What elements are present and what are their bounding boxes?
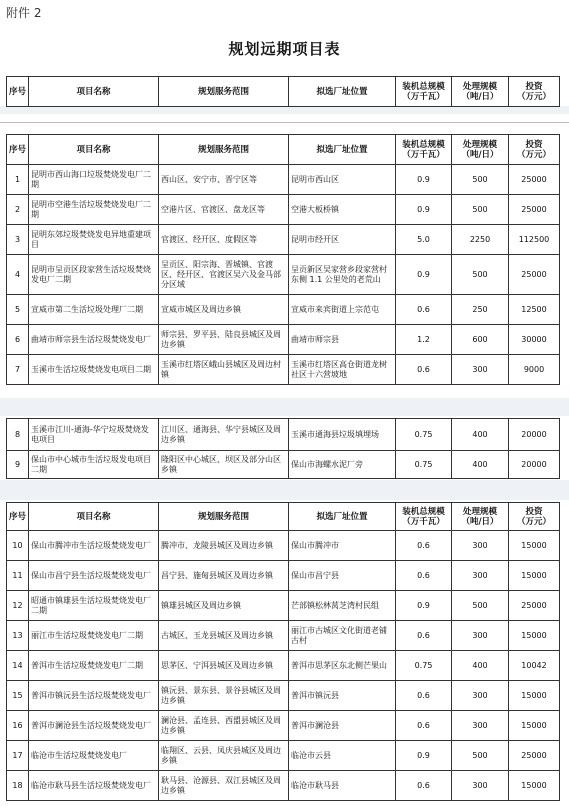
table-row bbox=[7, 651, 560, 681]
cell-capacity: 0.6 bbox=[396, 561, 452, 591]
cell-name: 昆明市呈贡区段家营生活垃圾焚烧发电厂二期 bbox=[29, 255, 159, 295]
cell-site: 空港大板桥镇 bbox=[289, 195, 396, 225]
header-invest: 投资 （万元） bbox=[509, 135, 560, 165]
cell-scope: 澜沧县、孟连县、西盟县城区及周边乡镇 bbox=[159, 711, 289, 741]
table-row bbox=[7, 295, 560, 325]
cell-name: 保山市昌宁县生活垃圾焚烧发电厂 bbox=[29, 561, 159, 591]
cell-scope: 镇沅县、景东县、景谷县城区及周边乡镇 bbox=[159, 681, 289, 711]
cell-capacity: 0.6 bbox=[396, 355, 452, 385]
header-invest: 投资 （万元） bbox=[509, 77, 560, 107]
header-invest: 投资 （万元） bbox=[509, 503, 560, 531]
table-row bbox=[7, 561, 560, 591]
header-name: 项目名称 bbox=[29, 77, 159, 107]
table-section-3 bbox=[0, 502, 569, 801]
cell-site: 玉溪市通海县垃圾填埋场 bbox=[289, 419, 396, 451]
cell-scope: 耿马县、沧源县、双江县城区及周边乡镇 bbox=[159, 771, 289, 801]
cell-scope: 江川区、通海县、华宁县城区及周边乡镇 bbox=[159, 419, 289, 451]
cell-name: 昆明市西山海口垃圾焚烧发电厂二期 bbox=[29, 165, 159, 195]
cell-site: 保山市昌宁县 bbox=[289, 561, 396, 591]
cell-volume: 250 bbox=[452, 295, 509, 325]
header-scope: 规划服务范围 bbox=[159, 135, 289, 165]
cell-no: 10 bbox=[7, 531, 29, 561]
cell-no: 2 bbox=[7, 195, 29, 225]
table-row bbox=[7, 255, 560, 295]
cell-name: 玉溪市生活垃圾焚烧发电项目二期 bbox=[29, 355, 159, 385]
cell-name: 丽江市生活垃圾焚烧发电厂二期 bbox=[29, 621, 159, 651]
cell-invest: 15000 bbox=[509, 531, 560, 561]
cell-volume: 300 bbox=[452, 771, 509, 801]
cell-capacity: 0.6 bbox=[396, 771, 452, 801]
cell-scope: 空港片区、官渡区、盘龙区等 bbox=[159, 195, 289, 225]
cell-no: 14 bbox=[7, 651, 29, 681]
header-capacity: 装机总规模 （万千瓦） bbox=[396, 77, 452, 107]
cell-no: 13 bbox=[7, 621, 29, 651]
cell-scope: 古城区、玉龙县城区及周边乡镇 bbox=[159, 621, 289, 651]
table-row bbox=[7, 531, 560, 561]
cell-volume: 300 bbox=[452, 531, 509, 561]
cell-volume: 300 bbox=[452, 621, 509, 651]
cell-scope: 昌宁县、施甸县城区及周边乡镇 bbox=[159, 561, 289, 591]
header-table-top bbox=[0, 76, 569, 107]
cell-name: 临沧市生活垃圾焚烧发电厂 bbox=[29, 741, 159, 771]
cell-scope: 隆阳区中心城区、坝区及部分山区乡镇 bbox=[159, 451, 289, 479]
cell-capacity: 0.6 bbox=[396, 621, 452, 651]
table-row bbox=[7, 741, 560, 771]
cell-site: 保山市海螺水泥厂旁 bbox=[289, 451, 396, 479]
cell-volume: 300 bbox=[452, 681, 509, 711]
cell-invest: 20000 bbox=[509, 419, 560, 451]
cell-scope: 师宗县、罗平县、陆良县城区及周边乡镇 bbox=[159, 325, 289, 355]
cell-no: 12 bbox=[7, 591, 29, 621]
data-table bbox=[6, 418, 560, 479]
cell-invest: 25000 bbox=[509, 165, 560, 195]
cell-no: 8 bbox=[7, 419, 29, 451]
cell-capacity: 0.9 bbox=[396, 195, 452, 225]
cell-scope: 临翔区、云县、凤庆县城区及周边乡镇 bbox=[159, 741, 289, 771]
cell-capacity: 0.75 bbox=[396, 651, 452, 681]
cell-volume: 500 bbox=[452, 165, 509, 195]
cell-capacity: 0.75 bbox=[396, 419, 452, 451]
cell-capacity: 5.0 bbox=[396, 225, 452, 255]
cell-name: 普洱市镇沅县生活垃圾焚烧发电厂 bbox=[29, 681, 159, 711]
cell-no: 15 bbox=[7, 681, 29, 711]
cell-no: 7 bbox=[7, 355, 29, 385]
cell-site: 普洱市澜沧县 bbox=[289, 711, 396, 741]
header-name: 项目名称 bbox=[29, 135, 159, 165]
cell-site: 临沧市云县 bbox=[289, 741, 396, 771]
header-name: 项目名称 bbox=[29, 503, 159, 531]
cell-volume: 500 bbox=[452, 741, 509, 771]
cell-invest: 25000 bbox=[509, 591, 560, 621]
cell-name: 保山市腾冲市生活垃圾焚烧发电厂 bbox=[29, 531, 159, 561]
cell-invest: 15000 bbox=[509, 621, 560, 651]
cell-volume: 500 bbox=[452, 255, 509, 295]
header-row bbox=[7, 77, 560, 107]
cell-volume: 2250 bbox=[452, 225, 509, 255]
table-row bbox=[7, 419, 560, 451]
cell-capacity: 0.9 bbox=[396, 591, 452, 621]
cell-no: 3 bbox=[7, 225, 29, 255]
header-scope: 规划服务范围 bbox=[159, 503, 289, 531]
cell-name: 普洱市生活垃圾焚烧发电厂二期 bbox=[29, 651, 159, 681]
cell-capacity: 0.9 bbox=[396, 741, 452, 771]
table-section-1 bbox=[0, 134, 569, 385]
cell-site: 保山市腾冲市 bbox=[289, 531, 396, 561]
cell-name: 普洱市澜沧县生活垃圾焚烧发电厂 bbox=[29, 711, 159, 741]
table-row bbox=[7, 621, 560, 651]
cell-no: 1 bbox=[7, 165, 29, 195]
cell-volume: 400 bbox=[452, 451, 509, 479]
header-row bbox=[7, 503, 560, 531]
cell-capacity: 0.6 bbox=[396, 531, 452, 561]
cell-invest: 15000 bbox=[509, 681, 560, 711]
cell-capacity: 0.9 bbox=[396, 165, 452, 195]
cell-capacity: 0.9 bbox=[396, 255, 452, 295]
cell-invest: 112500 bbox=[509, 225, 560, 255]
cell-site: 丽江市古城区文化街道老铺古村 bbox=[289, 621, 396, 651]
table-section-2 bbox=[0, 418, 569, 479]
cell-capacity: 0.6 bbox=[396, 711, 452, 741]
cell-volume: 300 bbox=[452, 711, 509, 741]
cell-volume: 300 bbox=[452, 561, 509, 591]
table-header-only bbox=[6, 76, 560, 107]
cell-site: 昆明市经开区 bbox=[289, 225, 396, 255]
cell-no: 5 bbox=[7, 295, 29, 325]
cell-scope: 镇雄县城区及周边乡镇 bbox=[159, 591, 289, 621]
cell-scope: 玉溪市红塔区峨山县城区及周边村镇 bbox=[159, 355, 289, 385]
cell-invest: 10042 bbox=[509, 651, 560, 681]
cell-site: 芒部镇松林莴芝湾村民组 bbox=[289, 591, 396, 621]
cell-invest: 30000 bbox=[509, 325, 560, 355]
page-title: 规划远期项目表 bbox=[228, 40, 341, 58]
cell-invest: 25000 bbox=[509, 741, 560, 771]
cell-no: 11 bbox=[7, 561, 29, 591]
cell-site: 昆明市西山区 bbox=[289, 165, 396, 195]
header-row bbox=[7, 135, 560, 165]
cell-name: 昆明东郊垃圾焚烧发电异地重建项目 bbox=[29, 225, 159, 255]
data-table bbox=[6, 134, 560, 385]
cell-scope: 宣威市城区及周边乡镇 bbox=[159, 295, 289, 325]
data-table bbox=[6, 502, 560, 801]
table-row bbox=[7, 325, 560, 355]
table-row bbox=[7, 681, 560, 711]
table-row bbox=[7, 771, 560, 801]
cell-volume: 500 bbox=[452, 195, 509, 225]
cell-volume: 300 bbox=[452, 355, 509, 385]
cell-volume: 600 bbox=[452, 325, 509, 355]
header-volume: 处理规模 （吨/日） bbox=[452, 77, 509, 107]
section-gap bbox=[0, 106, 569, 114]
cell-invest: 15000 bbox=[509, 561, 560, 591]
cell-capacity: 0.6 bbox=[396, 295, 452, 325]
section-gap bbox=[0, 398, 569, 416]
cell-volume: 500 bbox=[452, 591, 509, 621]
cell-name: 昆明市空港生活垃圾焚烧发电厂二期 bbox=[29, 195, 159, 225]
header-site: 拟选厂址位置 bbox=[289, 77, 396, 107]
cell-site: 宣威市来宾街道上宗范屯 bbox=[289, 295, 396, 325]
cell-site: 呈贡新区吴家营乡段家营村东侧 1.1 公里处的老荒山 bbox=[289, 255, 396, 295]
header-capacity: 装机总规模 （万千瓦） bbox=[396, 135, 452, 165]
cell-no: 6 bbox=[7, 325, 29, 355]
table-row bbox=[7, 711, 560, 741]
attachment-label: 附件 2 bbox=[6, 6, 42, 20]
cell-invest: 15000 bbox=[509, 771, 560, 801]
cell-no: 16 bbox=[7, 711, 29, 741]
table-row bbox=[7, 591, 560, 621]
header-no: 序号 bbox=[7, 77, 29, 107]
cell-scope: 呈贡区、阳宗海、晋城镇、官渡区、经开区、官渡区吴六及金马部分区域 bbox=[159, 255, 289, 295]
cell-site: 临沧市耿马县 bbox=[289, 771, 396, 801]
table-row bbox=[7, 165, 560, 195]
cell-invest: 25000 bbox=[509, 195, 560, 225]
cell-site: 玉溪市红塔区高仓街道龙树社区十六营坡地 bbox=[289, 355, 396, 385]
cell-name: 宣威市第二生活垃圾处理厂二期 bbox=[29, 295, 159, 325]
cell-capacity: 1.2 bbox=[396, 325, 452, 355]
header-volume: 处理规模 （吨/日） bbox=[452, 503, 509, 531]
cell-site: 普洱市镇沅县 bbox=[289, 681, 396, 711]
cell-scope: 西山区、安宁市、晋宁区等 bbox=[159, 165, 289, 195]
table-row bbox=[7, 195, 560, 225]
cell-site: 曲靖市师宗县 bbox=[289, 325, 396, 355]
header-no: 序号 bbox=[7, 503, 29, 531]
cell-scope: 思茅区、宁洱县城区及周边乡镇 bbox=[159, 651, 289, 681]
header-capacity: 装机总规模 （万千瓦） bbox=[396, 503, 452, 531]
cell-capacity: 0.75 bbox=[396, 451, 452, 479]
cell-invest: 20000 bbox=[509, 451, 560, 479]
section-gap bbox=[0, 480, 569, 500]
cell-site: 普洱市思茅区东北侧芒果山 bbox=[289, 651, 396, 681]
header-no: 序号 bbox=[7, 135, 29, 165]
cell-capacity: 0.6 bbox=[396, 681, 452, 711]
header-site: 拟选厂址位置 bbox=[289, 503, 396, 531]
header-volume: 处理规模 （吨/日） bbox=[452, 135, 509, 165]
cell-no: 9 bbox=[7, 451, 29, 479]
cell-scope: 官渡区、经开区、度假区等 bbox=[159, 225, 289, 255]
table-row bbox=[7, 355, 560, 385]
cell-no: 18 bbox=[7, 771, 29, 801]
table-row bbox=[7, 225, 560, 255]
cell-volume: 400 bbox=[452, 419, 509, 451]
header-scope: 规划服务范围 bbox=[159, 77, 289, 107]
cell-name: 临沧市耿马县生活垃圾焚烧发电厂 bbox=[29, 771, 159, 801]
cell-name: 保山市中心城市生活垃圾发电项目二期 bbox=[29, 451, 159, 479]
header-site: 拟选厂址位置 bbox=[289, 135, 396, 165]
cell-no: 17 bbox=[7, 741, 29, 771]
cell-invest: 25000 bbox=[509, 255, 560, 295]
cell-name: 曲靖市师宗县生活垃圾焚烧发电厂 bbox=[29, 325, 159, 355]
cell-name: 昭通市镇雄县生活垃圾焚烧发电厂二期 bbox=[29, 591, 159, 621]
section-divider bbox=[0, 122, 569, 123]
cell-scope: 腾冲市、龙陵县城区及周边乡镇 bbox=[159, 531, 289, 561]
cell-invest: 9000 bbox=[509, 355, 560, 385]
cell-invest: 15000 bbox=[509, 711, 560, 741]
cell-volume: 400 bbox=[452, 651, 509, 681]
cell-invest: 12500 bbox=[509, 295, 560, 325]
cell-no: 4 bbox=[7, 255, 29, 295]
table-row bbox=[7, 451, 560, 479]
cell-name: 玉溪市江川-通海-华宁垃圾焚烧发电项目 bbox=[29, 419, 159, 451]
